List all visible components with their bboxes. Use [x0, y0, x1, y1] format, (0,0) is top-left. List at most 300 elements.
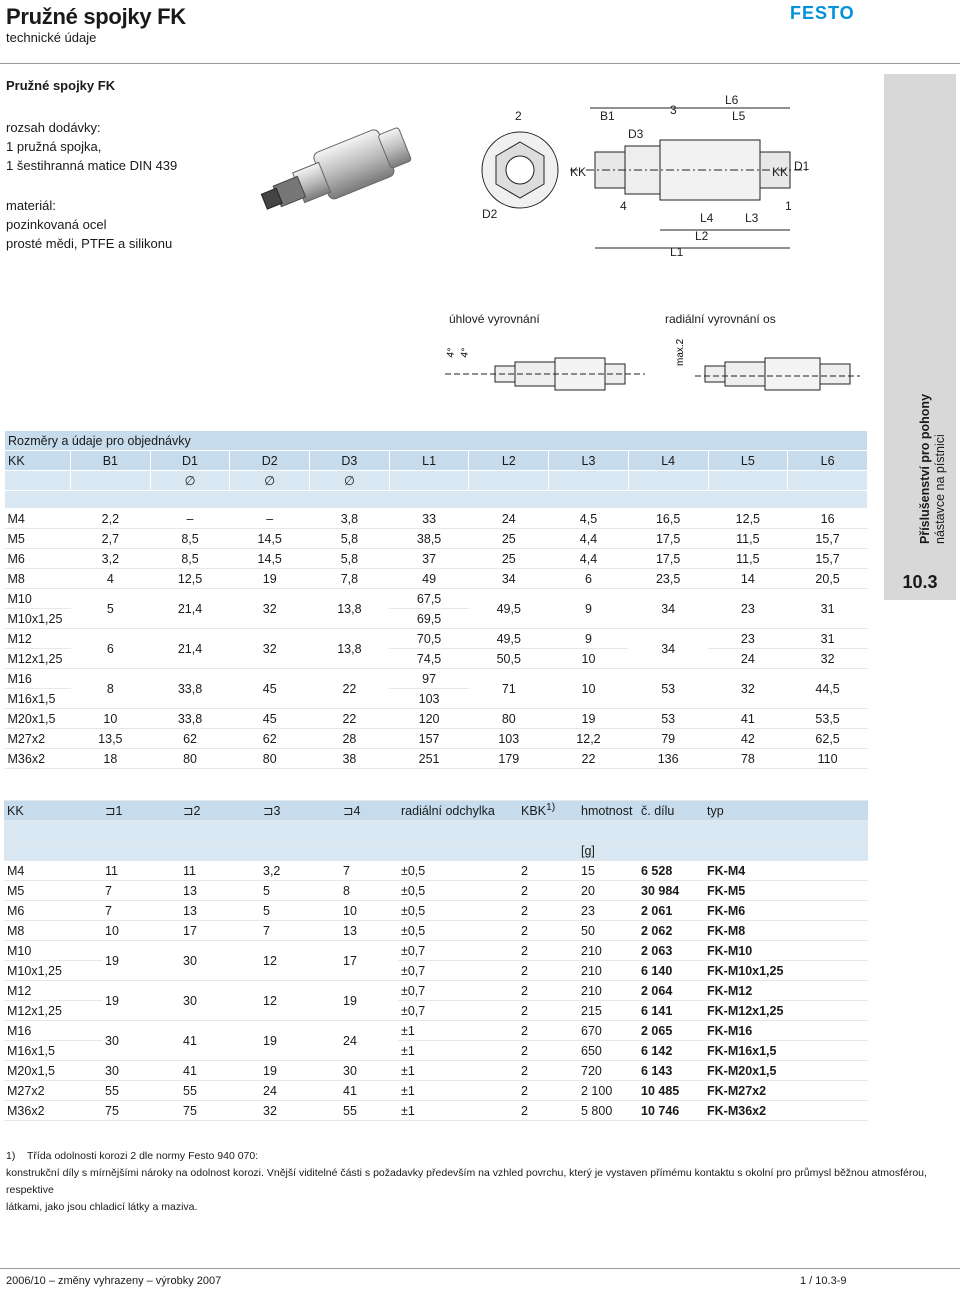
col-header: L6: [788, 451, 868, 471]
table-cell: 2,2: [71, 509, 151, 529]
table-cell: 5: [71, 589, 151, 629]
table-cell: [704, 821, 868, 841]
order-table: [4, 800, 868, 1121]
table-cell: FK-M8: [704, 921, 868, 941]
table-cell: 23: [578, 901, 638, 921]
drawing-label: L3: [745, 211, 759, 225]
col-header: č. dílu: [638, 801, 704, 821]
table-cell: 32: [230, 629, 310, 669]
table-cell: 8,5: [150, 549, 230, 569]
table-cell: 32: [788, 649, 868, 669]
table-cell: [102, 841, 180, 861]
table-cell: M16x1,5: [5, 689, 71, 709]
table-cell: [398, 841, 518, 861]
col-header: D2: [230, 451, 310, 471]
table-cell: ±0,7: [398, 1001, 518, 1021]
table-cell: 23,5: [628, 569, 708, 589]
table-cell: 30: [102, 1021, 180, 1061]
section-sidebar: [884, 74, 956, 600]
table-cell: M12x1,25: [4, 1001, 102, 1021]
table-cell: M10x1,25: [5, 609, 71, 629]
table-cell: 2: [518, 1001, 578, 1021]
table-cell: M12x1,25: [5, 649, 71, 669]
table-cell: 32: [260, 1101, 340, 1121]
table-cell: 78: [708, 749, 788, 769]
table-row: [4, 921, 868, 941]
table-cell: [638, 821, 704, 841]
table-cell: 19: [260, 1061, 340, 1081]
table-cell: FK-M36x2: [704, 1101, 868, 1121]
col-header: D3: [310, 451, 390, 471]
table-row: [4, 1081, 868, 1101]
scope-line: 1 šestihranná matice DIN 439: [6, 158, 178, 173]
col-header: L4: [628, 451, 708, 471]
table-cell: 14,5: [230, 529, 310, 549]
table-cell: 7: [340, 861, 398, 881]
table-cell: 75: [102, 1101, 180, 1121]
table-cell: 7: [260, 921, 340, 941]
table-cell: 9: [549, 629, 629, 649]
table-row: [5, 709, 868, 729]
table-cell: 650: [578, 1041, 638, 1061]
table-cell: FK-M4: [704, 861, 868, 881]
table-cell: 53,5: [788, 709, 868, 729]
footnote: [6, 1148, 960, 1216]
table-cell: 55: [102, 1081, 180, 1101]
table-cell: 19: [230, 569, 310, 589]
table-cell: 10: [549, 669, 629, 709]
table-cell: 14: [708, 569, 788, 589]
wrench-icon: ⊐: [343, 804, 354, 818]
table-cell: 6 142: [638, 1041, 704, 1061]
table-row: [4, 1061, 868, 1081]
table-cell: 30: [340, 1061, 398, 1081]
table-cell: 20,5: [788, 569, 868, 589]
table-cell: ±0,5: [398, 861, 518, 881]
table-cell: M4: [5, 509, 71, 529]
table-cell: 2: [518, 1101, 578, 1121]
table-cell: 32: [230, 589, 310, 629]
table-cell: [704, 841, 868, 861]
table-cell: 33,8: [150, 709, 230, 729]
col-header: D1: [150, 451, 230, 471]
table-cell: M36x2: [5, 749, 71, 769]
page-number: 1 / 10.3-9: [800, 1275, 847, 1287]
table-cell: 2: [518, 1061, 578, 1081]
table-cell: 120: [389, 709, 469, 729]
wrench-icon: ⊐: [183, 804, 194, 818]
page-subtitle: technické údaje: [6, 30, 97, 45]
table-row: [5, 529, 868, 549]
table-cell: ±0,5: [398, 921, 518, 941]
table-cell: 15: [578, 861, 638, 881]
table-cell: 21,4: [150, 589, 230, 629]
table-cell: 16,5: [628, 509, 708, 529]
table-cell: [180, 821, 260, 841]
col-header: ⊐3: [260, 801, 340, 821]
table-cell: 15,7: [788, 549, 868, 569]
table-cell: 28: [310, 729, 390, 749]
table-cell: 10: [549, 649, 629, 669]
table-cell: 19: [260, 1021, 340, 1061]
festo-logo: [790, 4, 868, 20]
table-cell: 8: [71, 669, 151, 709]
table-cell: 41: [340, 1081, 398, 1101]
table-cell: 62,5: [788, 729, 868, 749]
drawing-label: 3: [670, 103, 677, 117]
table-cell: 10: [71, 709, 151, 729]
table-cell: 16: [788, 509, 868, 529]
page-title: Pružné spojky FK: [6, 4, 186, 29]
table-row: [4, 981, 868, 1001]
table-cell: 2: [518, 981, 578, 1001]
table-cell: 2 100: [578, 1081, 638, 1101]
table-cell: 6 140: [638, 961, 704, 981]
table-cell: 670: [578, 1021, 638, 1041]
table-cell: FK-M12: [704, 981, 868, 1001]
table-cell: 49,5: [469, 629, 549, 649]
table-cell: M20x1,5: [4, 1061, 102, 1081]
table-cell: [260, 841, 340, 861]
radial-label: radiální vyrovnání os: [665, 312, 776, 326]
table-cell: 251: [389, 749, 469, 769]
table-cell: 62: [230, 729, 310, 749]
table-row: [5, 669, 868, 689]
table-cell: 3,8: [310, 509, 390, 529]
table-cell: 8,5: [150, 529, 230, 549]
table-cell: 50,5: [469, 649, 549, 669]
table-cell: [4, 821, 102, 841]
table-cell: ±1: [398, 1061, 518, 1081]
table-cell: [180, 841, 260, 861]
scope-block: [6, 118, 177, 175]
table-cell: 10 746: [638, 1101, 704, 1121]
diameter-icon: ∅: [230, 471, 310, 491]
table-cell: 12,5: [708, 509, 788, 529]
table-cell: 4,4: [549, 529, 629, 549]
table-cell: 71: [469, 669, 549, 709]
table-cell: [638, 841, 704, 861]
max-label: max.2: [675, 338, 686, 366]
table-cell: 720: [578, 1061, 638, 1081]
table-cell: 24: [340, 1021, 398, 1061]
table-cell: –: [150, 509, 230, 529]
table-cell: 30: [102, 1061, 180, 1081]
table-cell: 97: [389, 669, 469, 689]
wrench-icon: ⊐: [105, 804, 116, 818]
table-cell: 2 065: [638, 1021, 704, 1041]
diameter-icon: ∅: [310, 471, 390, 491]
table-cell: 4,5: [549, 509, 629, 529]
table-cell: 2: [518, 1041, 578, 1061]
sidebar-line2: nástavce na pístnici: [933, 434, 947, 544]
table-cell: FK-M12x1,25: [704, 1001, 868, 1021]
material-block: [6, 196, 172, 253]
col-header: L5: [708, 451, 788, 471]
table-cell: M4: [4, 861, 102, 881]
table-cell: 17,5: [628, 529, 708, 549]
table-cell: 13: [340, 921, 398, 941]
table-cell: 11,5: [708, 549, 788, 569]
table-cell: M5: [4, 881, 102, 901]
drawing-label: L1: [670, 245, 684, 259]
table-cell: 18: [71, 749, 151, 769]
table-cell: 79: [628, 729, 708, 749]
drawing-label: KK: [772, 165, 789, 179]
drawing-label: L6: [725, 93, 739, 107]
table-cell: 30: [180, 981, 260, 1021]
table-cell: 31: [788, 589, 868, 629]
table-cell: [788, 471, 868, 491]
table-cell: [389, 471, 469, 491]
table-cell: 5: [260, 901, 340, 921]
product-heading: Pružné spojky FK: [6, 78, 116, 93]
table-cell: [578, 821, 638, 841]
angular-label: úhlové vyrovnání: [449, 312, 540, 326]
col-header: L1: [389, 451, 469, 471]
table-cell: M10: [5, 589, 71, 609]
footnote-mark: 1): [6, 1150, 16, 1162]
drawing-label: L5: [732, 109, 746, 123]
drawing-label: 4: [620, 199, 627, 213]
footer-divider: [0, 1268, 960, 1269]
table-cell: M8: [4, 921, 102, 941]
table-cell: 7,8: [310, 569, 390, 589]
table-cell: 19: [549, 709, 629, 729]
table-cell: [5, 491, 868, 509]
table-cell: 12,2: [549, 729, 629, 749]
table-cell: M12: [5, 629, 71, 649]
table-cell: 5 800: [578, 1101, 638, 1121]
drawing-label: D2: [482, 207, 498, 221]
table-cell: 45: [230, 669, 310, 709]
table-cell: 2,7: [71, 529, 151, 549]
table-cell: M16: [5, 669, 71, 689]
table-cell: 17: [180, 921, 260, 941]
drawing-label: B1: [600, 109, 615, 123]
table-cell: ±1: [398, 1041, 518, 1061]
table-cell: 33: [389, 509, 469, 529]
table-cell: 7: [102, 881, 180, 901]
table-cell: 8: [340, 881, 398, 901]
table-cell: 41: [708, 709, 788, 729]
table-cell: 5,8: [310, 529, 390, 549]
table-cell: 210: [578, 961, 638, 981]
table-cell: 70,5: [389, 629, 469, 649]
dimensions-body: [5, 509, 868, 769]
table-cell: 2 063: [638, 941, 704, 961]
table-cell: 10 485: [638, 1081, 704, 1101]
table-cell: M12: [4, 981, 102, 1001]
table-cell: M16x1,5: [4, 1041, 102, 1061]
table-cell: 23: [708, 589, 788, 629]
col-header: ⊐1: [102, 801, 180, 821]
table-cell: [340, 821, 398, 841]
drawing-label: KK: [570, 165, 587, 179]
alignment-diagrams: [445, 336, 865, 396]
table-cell: 69,5: [389, 609, 469, 629]
table-cell: 22: [549, 749, 629, 769]
table-cell: 10: [340, 901, 398, 921]
table-cell: 2: [518, 901, 578, 921]
table-cell: FK-M10x1,25: [704, 961, 868, 981]
table-cell: 215: [578, 1001, 638, 1021]
col-header: KK: [5, 451, 71, 471]
table-cell: M27x2: [4, 1081, 102, 1101]
table-cell: 12: [260, 981, 340, 1021]
table-cell: 17: [340, 941, 398, 981]
table-cell: 19: [102, 981, 180, 1021]
table-cell: FK-M5: [704, 881, 868, 901]
table-cell: 5: [260, 881, 340, 901]
table-cell: 44,5: [788, 669, 868, 709]
table-cell: 24: [708, 649, 788, 669]
table-cell: FK-M6: [704, 901, 868, 921]
table-cell: 6 528: [638, 861, 704, 881]
table-cell: 30 984: [638, 881, 704, 901]
angle-mark: 4°: [459, 347, 472, 359]
product-photo: [240, 100, 440, 240]
table-cell: –: [230, 509, 310, 529]
table-cell: 2: [518, 861, 578, 881]
table-row: [4, 941, 868, 961]
table-cell: 80: [230, 749, 310, 769]
table-row: [5, 749, 868, 769]
table-cell: 53: [628, 709, 708, 729]
table-cell: [518, 821, 578, 841]
table-cell: M10x1,25: [4, 961, 102, 981]
wrench-icon: ⊐: [263, 804, 274, 818]
table-cell: [518, 841, 578, 861]
table-cell: [102, 821, 180, 841]
table-cell: 67,5: [389, 589, 469, 609]
drawing-label: D1: [794, 159, 810, 173]
table-cell: 13: [180, 881, 260, 901]
table-cell: 2: [518, 1021, 578, 1041]
header-divider: [0, 63, 960, 64]
table-cell: FK-M20x1,5: [704, 1061, 868, 1081]
table-cell: 6 143: [638, 1061, 704, 1081]
table-cell: 24: [260, 1081, 340, 1101]
table-row: [4, 861, 868, 881]
table-cell: 136: [628, 749, 708, 769]
table-cell: 6 141: [638, 1001, 704, 1021]
table-cell: 55: [180, 1081, 260, 1101]
table-cell: 11: [180, 861, 260, 881]
table-cell: M6: [5, 549, 71, 569]
drawing-label: 2: [515, 109, 522, 123]
table-cell: FK-M27x2: [704, 1081, 868, 1101]
table-cell: 33,8: [150, 669, 230, 709]
table-cell: 50: [578, 921, 638, 941]
table-cell: ±0,5: [398, 881, 518, 901]
table-cell: 19: [340, 981, 398, 1021]
table-cell: 210: [578, 981, 638, 1001]
table-cell: M20x1,5: [5, 709, 71, 729]
table-cell: FK-M16: [704, 1021, 868, 1041]
table-cell: 2: [518, 941, 578, 961]
table-cell: 2: [518, 961, 578, 981]
unit-label: [g]: [578, 841, 638, 861]
table-cell: 34: [469, 569, 549, 589]
col-header: hmotnost: [578, 801, 638, 821]
table-cell: [260, 821, 340, 841]
table-cell: 49,5: [469, 589, 549, 629]
sidebar-line1: Příslušenství pro pohony: [918, 393, 932, 544]
table-cell: 2: [518, 921, 578, 941]
table-cell: [4, 841, 102, 861]
table-cell: 12: [260, 941, 340, 981]
col-header: radiální odchylka: [398, 801, 518, 821]
col-header: typ: [704, 801, 868, 821]
table-cell: ±0,7: [398, 981, 518, 1001]
table-cell: M8: [5, 569, 71, 589]
drawing-label: D3: [628, 127, 644, 141]
table-cell: 38,5: [389, 529, 469, 549]
table-cell: 9: [549, 589, 629, 629]
table-cell: 22: [310, 709, 390, 729]
table-cell: [71, 471, 151, 491]
table-cell: FK-M10: [704, 941, 868, 961]
table-cell: 13,5: [71, 729, 151, 749]
table-cell: 13: [180, 901, 260, 921]
table-cell: 25: [469, 529, 549, 549]
col-header: B1: [71, 451, 151, 471]
table-cell: 80: [469, 709, 549, 729]
table-cell: 3,2: [71, 549, 151, 569]
table-row: [4, 901, 868, 921]
table-cell: 20: [578, 881, 638, 901]
table-cell: 38: [310, 749, 390, 769]
table-cell: 55: [340, 1101, 398, 1121]
table-cell: 2 064: [638, 981, 704, 1001]
footnote-line: látkami, jako jsou chladicí látky a maziva.: [6, 1201, 198, 1213]
table-cell: 45: [230, 709, 310, 729]
table-cell: 62: [150, 729, 230, 749]
table-cell: 4,4: [549, 549, 629, 569]
dimension-drawing: [470, 90, 880, 260]
table-cell: [628, 471, 708, 491]
table-cell: ±0,7: [398, 941, 518, 961]
table-cell: 157: [389, 729, 469, 749]
table-cell: 103: [389, 689, 469, 709]
table-row: [5, 629, 868, 649]
footnote-ref: 1): [546, 802, 556, 814]
table-cell: 41: [180, 1061, 260, 1081]
table-cell: [5, 471, 71, 491]
drawing-label: L2: [695, 229, 709, 243]
table-cell: 7: [102, 901, 180, 921]
table-cell: 53: [628, 669, 708, 709]
table-cell: 4: [71, 569, 151, 589]
table-cell: FK-M16x1,5: [704, 1041, 868, 1061]
table-cell: [340, 841, 398, 861]
table-cell: 22: [310, 669, 390, 709]
scope-line: 1 pružná spojka,: [6, 139, 102, 154]
material-line: prosté mědi, PTFE a silikonu: [6, 236, 173, 251]
table-cell: ±0,5: [398, 901, 518, 921]
table-cell: [549, 471, 629, 491]
festo-logo-text: FESTO: [790, 4, 855, 20]
table-cell: 2 062: [638, 921, 704, 941]
material-label: materiál:: [6, 198, 56, 213]
col-header: KBK$^{1)}$: [518, 801, 578, 821]
table-cell: 103: [469, 729, 549, 749]
sidebar-text: [918, 394, 948, 544]
table-row: [5, 569, 868, 589]
table-cell: 19: [102, 941, 180, 981]
dimensions-table: [4, 430, 868, 769]
